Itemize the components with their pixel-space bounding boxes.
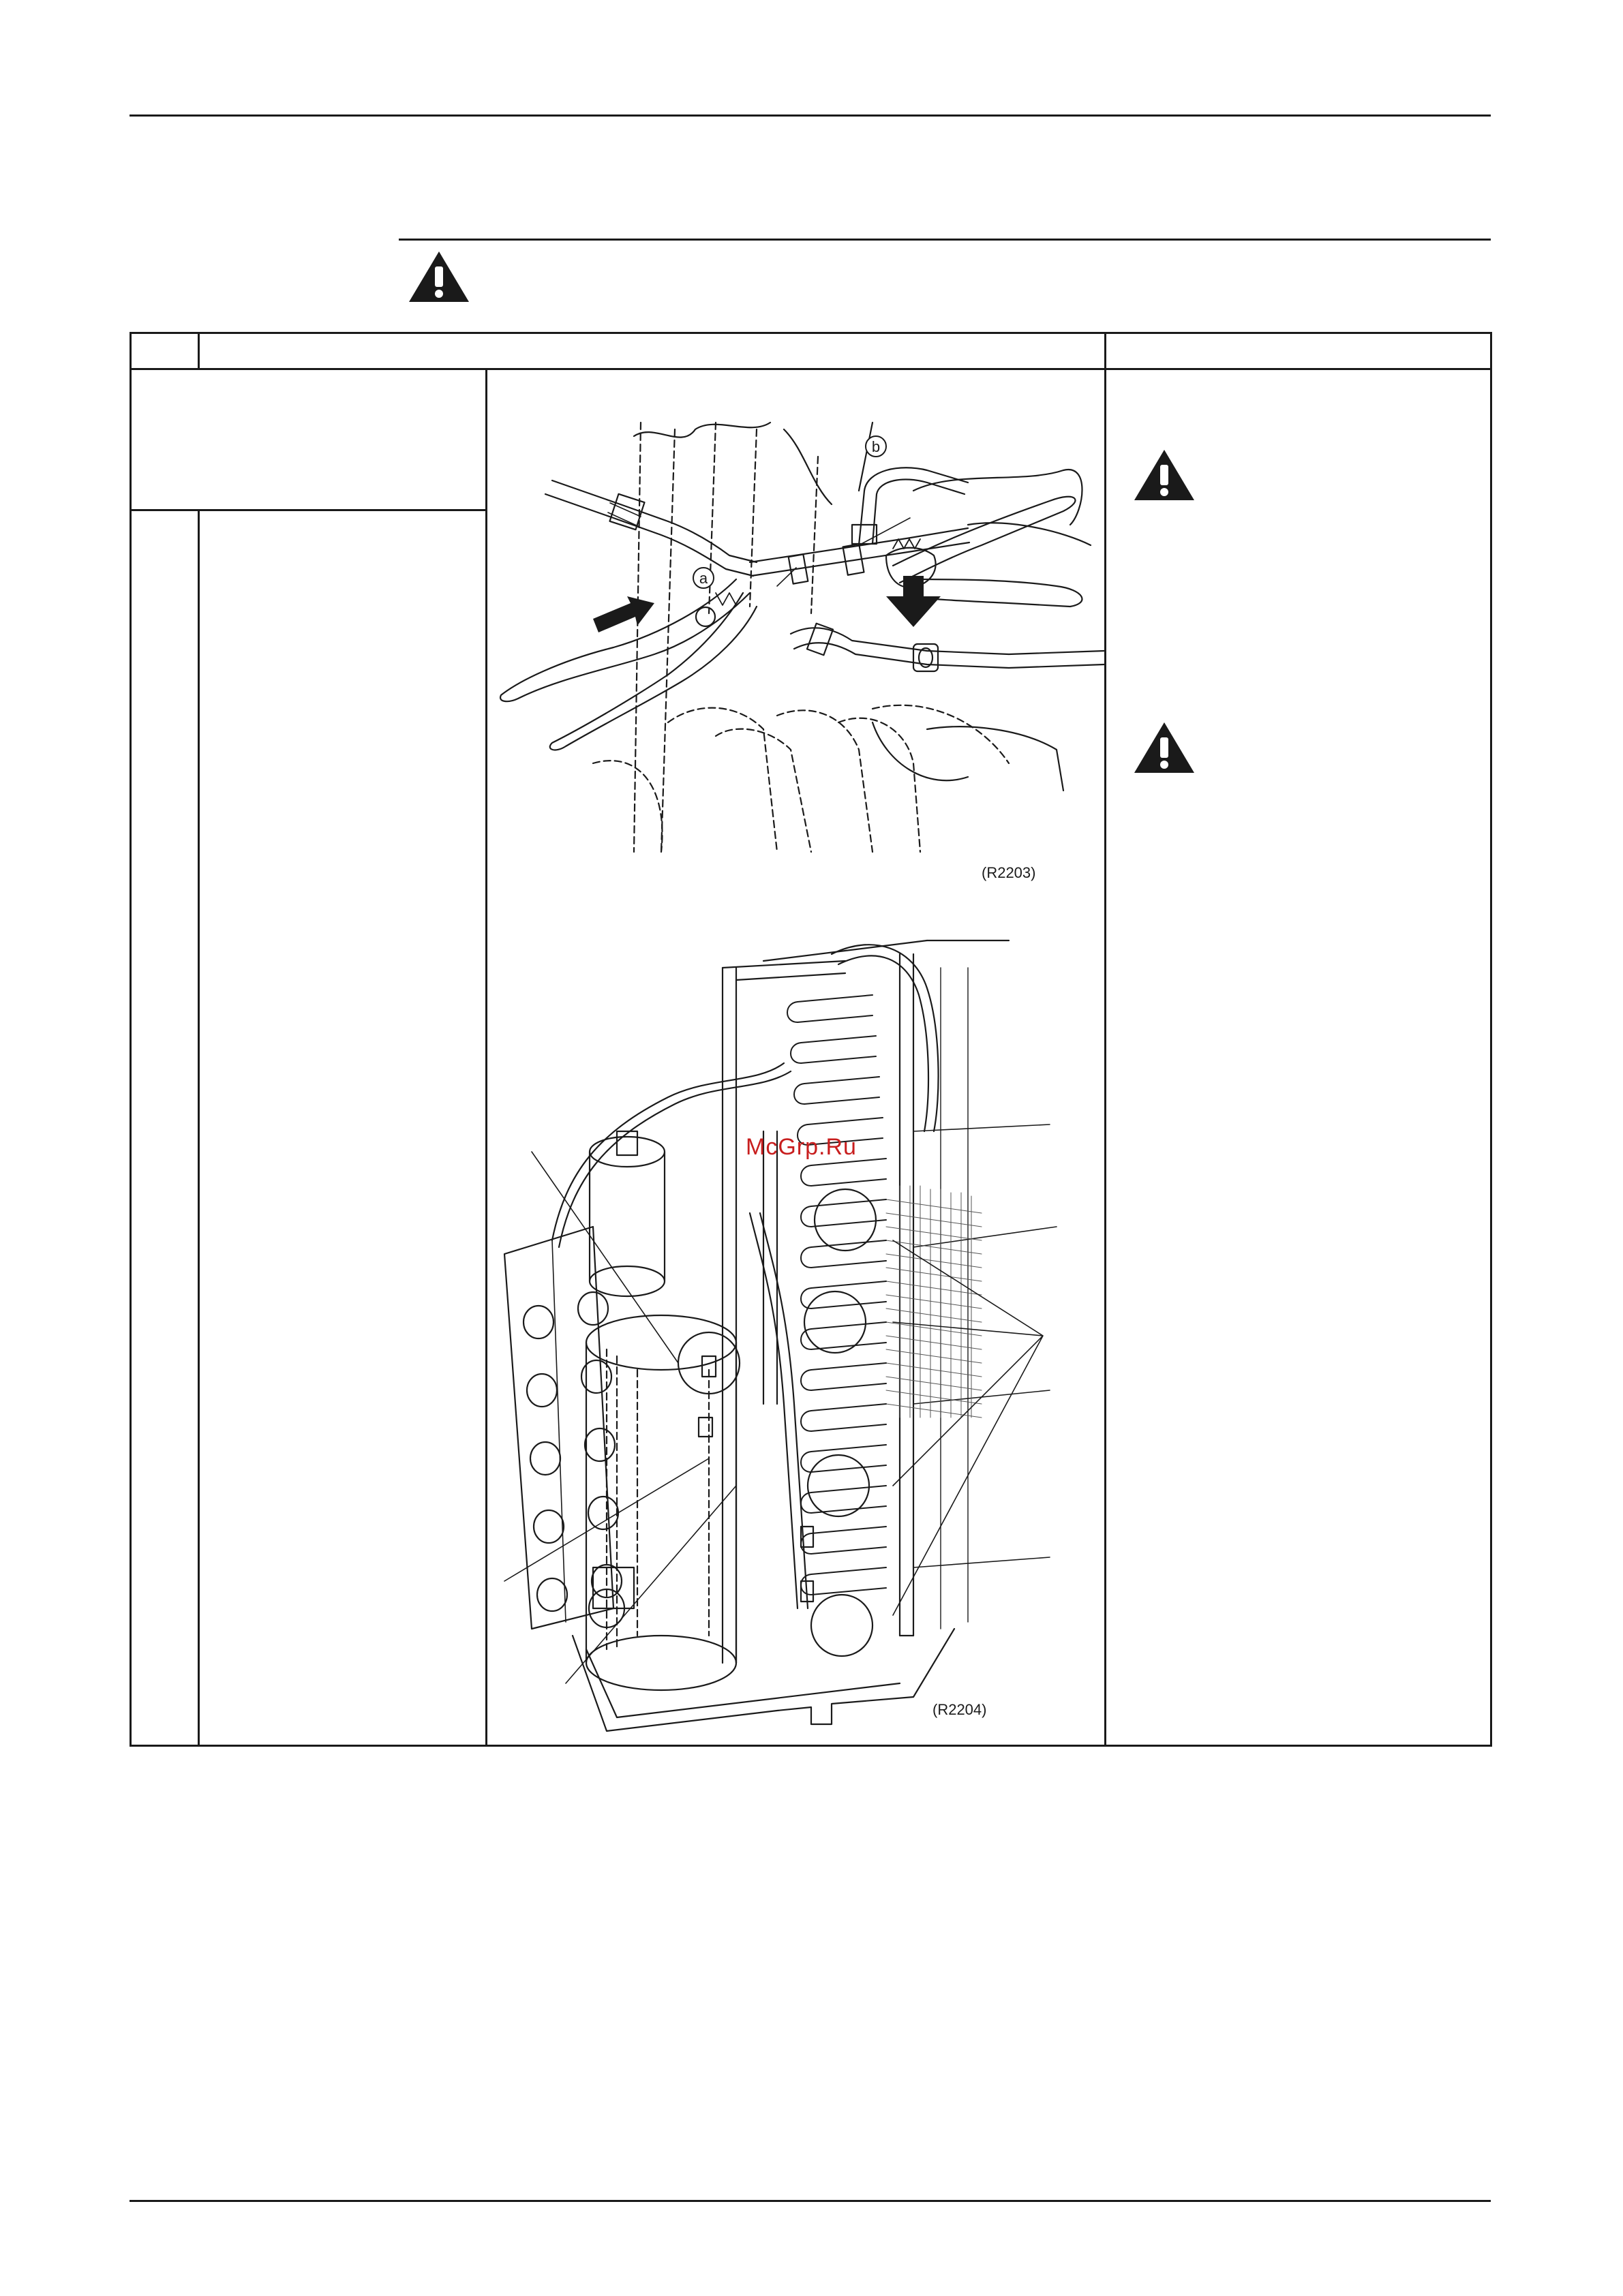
header-rule [130, 114, 1491, 117]
col-procedure-divider [485, 368, 487, 1747]
callout-b [866, 436, 886, 457]
figure-code-top: (R2203) [982, 864, 1036, 881]
pipe-cutting-illustration [491, 409, 1104, 886]
figure-code-bottom: (R2204) [932, 1701, 987, 1718]
svg-text:b: b [871, 438, 881, 455]
down-arrow-icon [886, 576, 941, 627]
svg-text:a: a [699, 570, 708, 587]
watermark: McGrp.Ru [746, 1134, 857, 1160]
table-bottom-border [130, 1745, 1491, 1747]
col-step-divider-lower [198, 509, 200, 1747]
table-top-border [130, 332, 1491, 334]
left-arrow-icon [593, 596, 654, 632]
table-left-border [130, 332, 132, 1747]
footer-rule [130, 2200, 1491, 2202]
table-right-border [1490, 332, 1492, 1747]
col-points-divider [1104, 332, 1106, 1747]
warning-triangle-icon [406, 249, 472, 305]
col-step-divider [198, 332, 200, 370]
table-header-bottom [130, 368, 1491, 370]
warning-triangle-icon [1132, 720, 1197, 776]
row-divider [130, 509, 487, 511]
section-rule [399, 239, 1491, 241]
warning-triangle-icon [1132, 447, 1197, 503]
outdoor-unit-illustration [491, 927, 1104, 1745]
callout-a [693, 568, 714, 588]
